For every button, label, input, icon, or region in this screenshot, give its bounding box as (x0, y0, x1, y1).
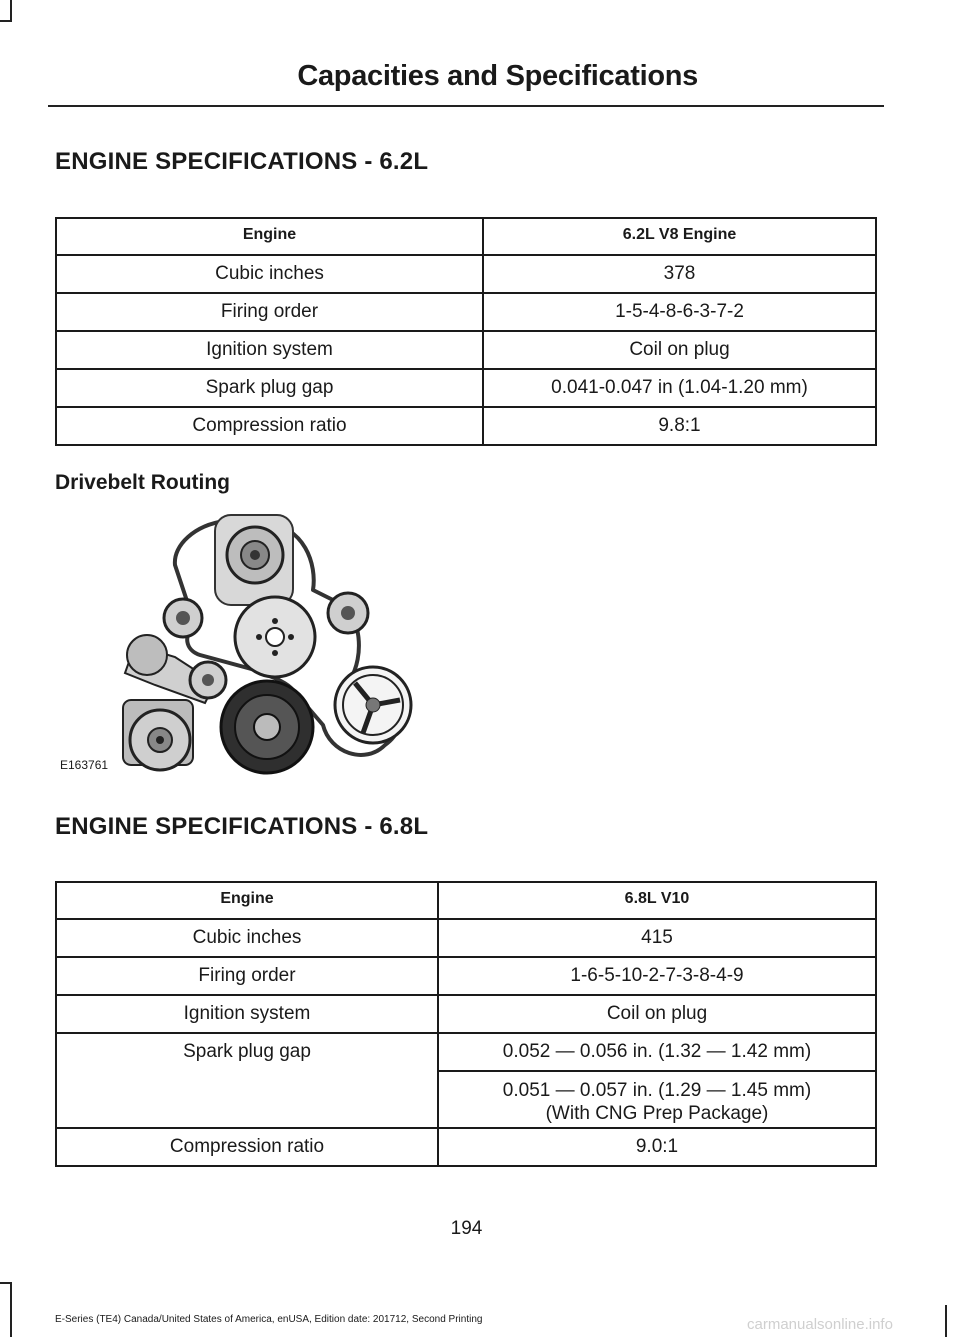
pulley-bolt (288, 634, 294, 640)
column-header: Engine (56, 218, 483, 255)
table-cell: Coil on plug (483, 331, 876, 369)
table-cell: Spark plug gap (56, 369, 483, 407)
table-row (56, 1128, 876, 1166)
idler-hub (341, 606, 355, 620)
figure-code: E163761 (60, 758, 109, 772)
drivebelt-heading: Drivebelt Routing (55, 471, 231, 494)
spec-table-6-2l (55, 217, 877, 446)
column-header: Engine (56, 882, 438, 919)
watermark: carmanualsonline.info (747, 1316, 893, 1333)
table-cell: Firing order (56, 293, 483, 331)
tensioner-hub (202, 674, 214, 686)
table-cell: Coil on plug (438, 995, 876, 1033)
page-header-title: Capacities and Specifications (297, 60, 698, 92)
water-pump-hub (266, 628, 284, 646)
table-cell: Compression ratio (56, 407, 483, 445)
table-cell: Ignition system (56, 331, 483, 369)
table-cell: Firing order (56, 957, 438, 995)
table-row (56, 1033, 876, 1071)
table-cell: Ignition system (56, 995, 438, 1033)
crop-mark (0, 1282, 12, 1284)
table-row (56, 407, 876, 445)
tensioner-base (127, 635, 167, 675)
crop-mark (10, 0, 12, 22)
spec-table-6-8l (55, 881, 877, 1167)
table-row (56, 255, 876, 293)
crop-mark (0, 20, 12, 22)
table-row (56, 995, 876, 1033)
spark-plug-gap-cng: 0.051 — 0.057 in. (1.29 — 1.45 mm) (502, 1080, 812, 1101)
table-row (56, 369, 876, 407)
table-cell: Cubic inches (56, 919, 438, 957)
table-cell: Cubic inches (56, 255, 483, 293)
table-row (56, 293, 876, 331)
column-header: 6.2L V8 Engine (483, 218, 876, 255)
idler-hub (176, 611, 190, 625)
pulley-bolt (272, 650, 278, 656)
table-cell: 0.041-0.047 in (1.04-1.20 mm) (483, 369, 876, 407)
table-cell: 9.0:1 (438, 1128, 876, 1166)
page-footer: E-Series (TE4) Canada/United States of America, enUSA, Edition date: 201712, Second Printing (55, 1314, 483, 1325)
table-cell: 378 (483, 255, 876, 293)
ac-clutch-bolt (156, 736, 164, 744)
table-row (56, 919, 876, 957)
column-header: 6.8L V10 (438, 882, 876, 919)
table-row (56, 957, 876, 995)
pulley-bolt (272, 618, 278, 624)
crankshaft-hub (254, 714, 280, 740)
header-divider (48, 105, 884, 107)
table-header-row (56, 882, 876, 919)
pulley-bolt (256, 634, 262, 640)
page-number: 194 (450, 1218, 483, 1239)
table-row (56, 331, 876, 369)
crop-mark (10, 1282, 12, 1337)
table-cell: 0.052 — 0.056 in. (1.32 — 1.42 mm) (438, 1033, 876, 1071)
pulley-hub (366, 698, 380, 712)
table-cell: 415 (438, 919, 876, 957)
section-title-6-8l: ENGINE SPECIFICATIONS - 6.8L (55, 813, 429, 840)
table-cell: 1-5-4-8-6-3-7-2 (483, 293, 876, 331)
table-cell: 1-6-5-10-2-7-3-8-4-9 (438, 957, 876, 995)
table-cell (438, 1071, 876, 1128)
crop-mark (945, 1305, 947, 1337)
cng-note: (With CNG Prep Package) (545, 1103, 769, 1124)
alternator-bolt (250, 550, 260, 560)
drivebelt-routing-diagram (55, 505, 415, 777)
table-header-row (56, 218, 876, 255)
table-cell: Compression ratio (56, 1128, 438, 1166)
table-cell: Spark plug gap (56, 1033, 438, 1128)
table-cell: 9.8:1 (483, 407, 876, 445)
section-title-6-2l: ENGINE SPECIFICATIONS - 6.2L (55, 148, 429, 175)
